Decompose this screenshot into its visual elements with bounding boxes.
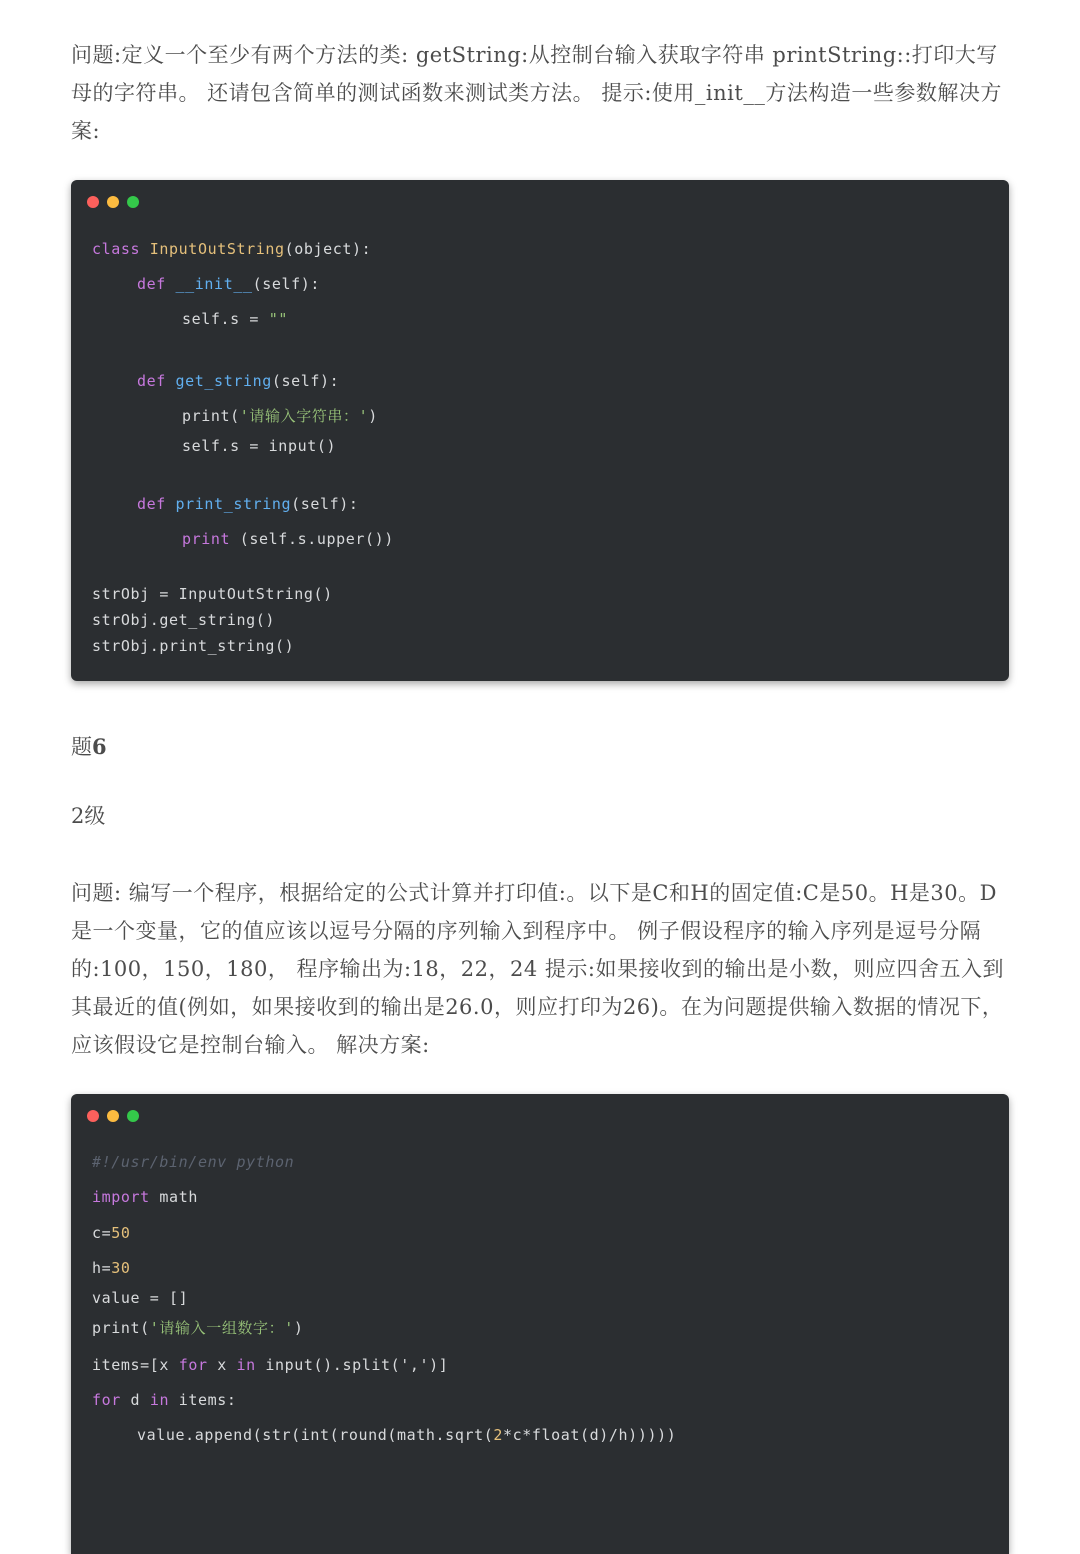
code-line: h=30 [92, 1259, 131, 1277]
close-dot-icon [87, 196, 99, 208]
code-line: strObj.get_string() [92, 611, 275, 629]
code-block-1 [71, 180, 1009, 681]
code-block-2 [71, 1094, 1009, 1554]
code-line: def print_string(self): [137, 495, 359, 513]
code-line: strObj.print_string() [92, 637, 295, 655]
code-line: def __init__(self): [137, 275, 321, 293]
code-line: value = [] [92, 1289, 189, 1307]
maximize-dot-icon [127, 196, 139, 208]
code-line: self.s = input() [182, 437, 337, 455]
code-line: print('请输入一组数字：') [92, 1319, 304, 1337]
question-paragraph-2: 问题: 编写一个程序，根据给定的公式计算并打印值:。以下是C和H的固定值:C是50。H是30。D是一个变量，它的值应该以逗号分隔的序列输入到程序中。 例子假设程序的输入序列是逗号分隔的:100，150，180， 程序输出为:18，22，24 提示:如果接收到的输出是小数，则应四舍五入到其最近的值(例如，如果接收到的输出是26.0，则应打印为26)。在为问题提供输入数据的情况下，应该假设它是控制台输入。 解决方案: [71, 881, 1004, 1057]
code-line: print (self.s.upper()) [182, 530, 394, 548]
code-line: import math [92, 1188, 198, 1206]
code-line: value.append(str(int(round(math.sqrt(2*c*float(d)/h))))) [137, 1426, 677, 1444]
code-line: items=[x for x in input().split(',')] [92, 1356, 449, 1374]
code-line: self.s = "" [182, 310, 288, 328]
code-line: class InputOutString(object): [92, 240, 372, 258]
maximize-dot-icon [127, 1110, 139, 1122]
minimize-dot-icon [107, 1110, 119, 1122]
code-line: print('请输入字符串：') [182, 407, 378, 425]
code-line: c=50 [92, 1224, 131, 1242]
code-line: strObj = InputOutString() [92, 585, 333, 603]
code-line: for d in items: [92, 1391, 237, 1409]
level-label: 2级 [71, 804, 106, 828]
question-paragraph-1: 问题:定义一个至少有两个方法的类: getString:从控制台输入获取字符串 printString::打印大写母的字符串。 还请包含简单的测试函数来测试类方法。 提示:使用_init__方法构造一些参数解决方案: [71, 43, 1002, 143]
section-title: 题6 [71, 734, 107, 759]
close-dot-icon [87, 1110, 99, 1122]
code-line: def get_string(self): [137, 372, 340, 390]
minimize-dot-icon [107, 196, 119, 208]
code-line: #!/usr/bin/env python [92, 1153, 295, 1171]
